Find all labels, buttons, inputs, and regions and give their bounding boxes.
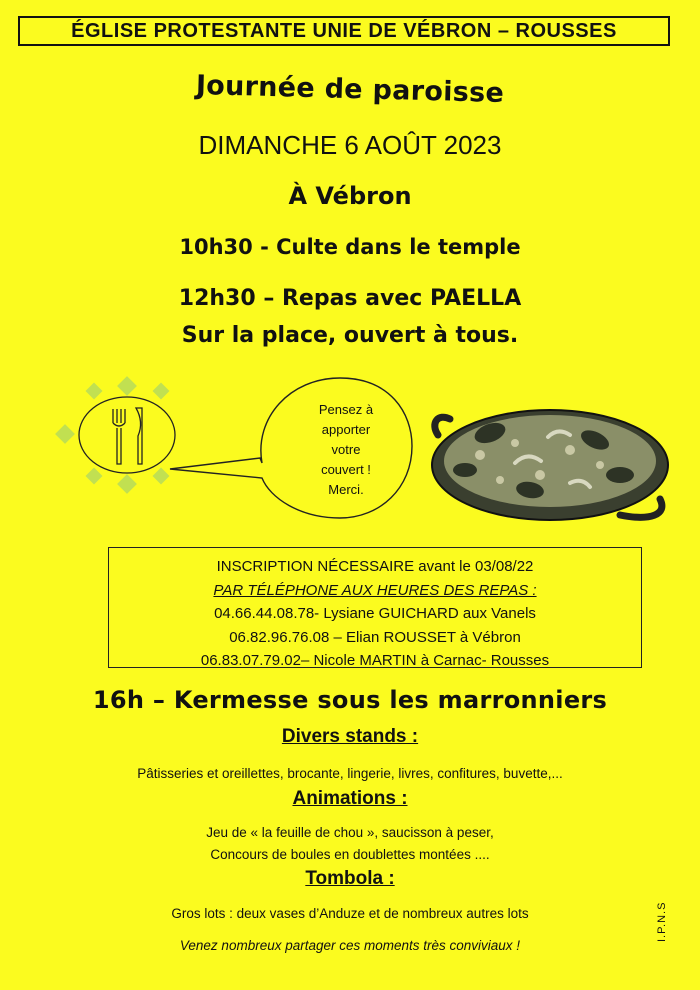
meal-place-note: Sur la place, ouvert à tous. <box>181 323 519 348</box>
contact-line: 06.82.96.76.08 – Elian ROUSSET à Vébron <box>229 628 521 646</box>
registration-subheading: PAR TÉLÉPHONE AUX HEURES DES REPAS : <box>213 581 537 599</box>
bubble-line: Merci. <box>328 482 364 497</box>
registration-box <box>108 547 642 668</box>
bubble-line: apporter <box>321 422 371 437</box>
stands-text: Pâtisseries et oreillettes, brocante, lingerie, livres, confitures, buvette,... <box>137 766 563 781</box>
animations-text-line1: Jeu de « la feuille de chou », saucisson à peser, <box>206 825 494 840</box>
paella-pan-illustration <box>420 395 680 545</box>
bubble-line: votre <box>331 442 361 457</box>
event-title: Journée de paroisse <box>195 69 505 110</box>
animations-heading: Animations : <box>292 788 408 809</box>
ipns-notice: I.P.N.S <box>656 901 668 942</box>
tombola-heading: Tombola : <box>305 868 395 889</box>
stands-heading: Divers stands : <box>281 726 419 747</box>
contact-line: 04.66.44.08.78- Lysiane GUICHARD aux Vanels <box>214 605 536 622</box>
closing-invitation: Venez nombreux partager ces moments très conviviaux ! <box>179 938 521 953</box>
kermesse-title: 16h – Kermesse sous les marronniers <box>92 686 608 714</box>
event-date: DIMANCHE 6 AOÛT 2023 <box>198 130 502 160</box>
bubble-line: couvert ! <box>321 462 371 477</box>
contact-line: 06.83.07.79.02– Nicole MARTIN à Carnac- Rousses <box>200 652 550 669</box>
schedule-worship: 10h30 - Culte dans le temple <box>179 235 521 259</box>
bubble-message <box>290 400 402 500</box>
registration-heading: INSCRIPTION NÉCESSAIRE avant le 03/08/22 <box>216 558 534 575</box>
church-name-banner: ÉGLISE PROTESTANTE UNIE DE VÉBRON – ROUSSES <box>18 16 670 46</box>
schedule-meal: 12h30 – Repas avec PAELLA <box>178 286 522 311</box>
event-location: À Vébron <box>288 182 412 210</box>
tombola-text: Gros lots : deux vases d’Anduze et de nombreux autres lots <box>171 906 529 921</box>
animations-text-line2: Concours de boules en doublettes montées .... <box>210 847 490 862</box>
bubble-line: Pensez à <box>318 402 374 417</box>
